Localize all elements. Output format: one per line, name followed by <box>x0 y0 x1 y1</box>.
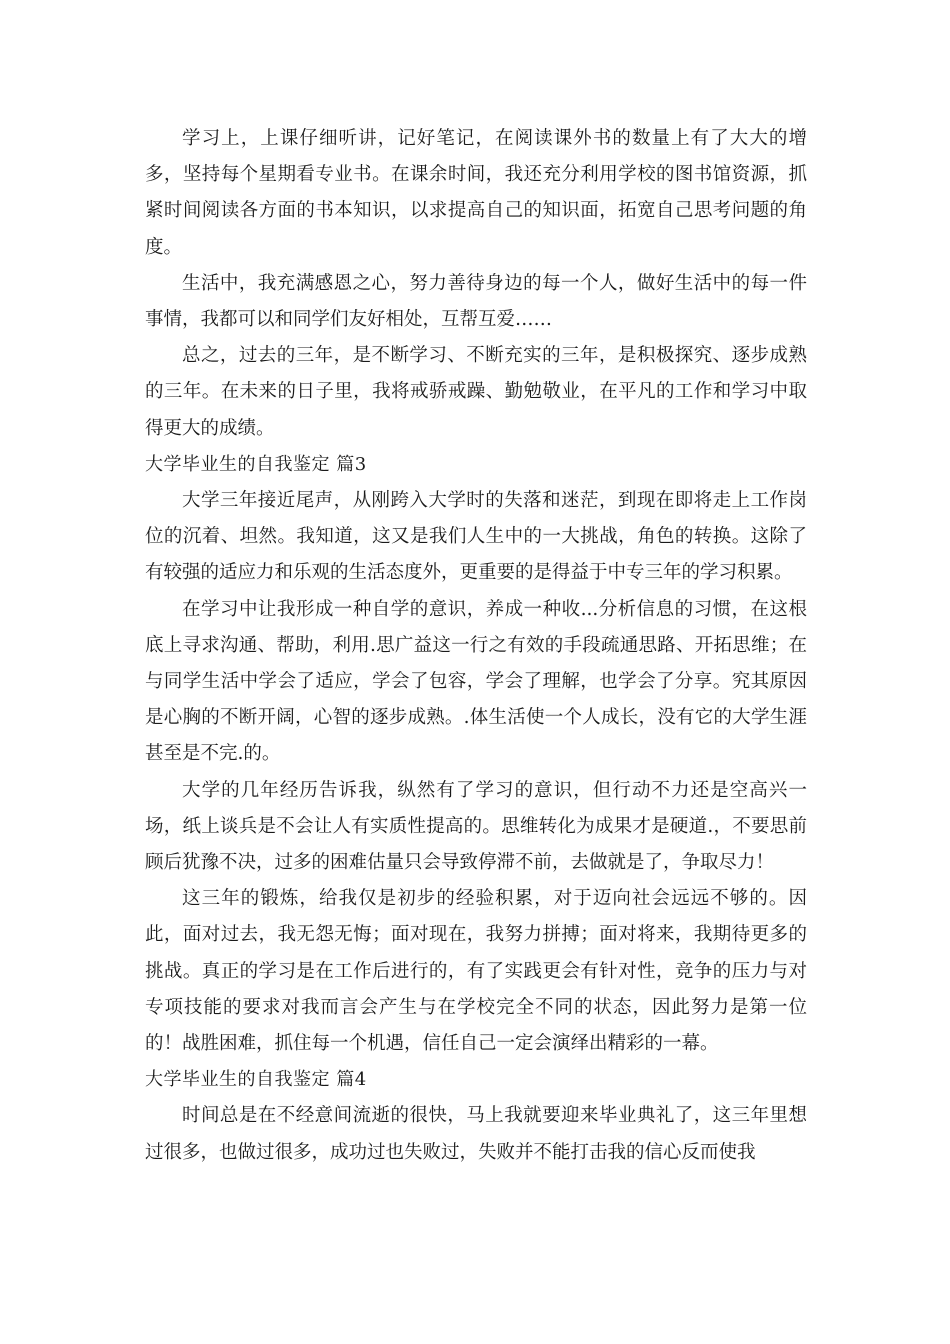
paragraph-3-3: 大学的几年经历告诉我，纵然有了学习的意识，但行动不力还是空高兴一场，纸上谈兵是不会让人有实质性提高的。思维转化为成果才是硬道.，不要思前顾后犹豫不决，过多的困难估量只会导致停滞不前，去做就是了，争取尽力！ <box>145 779 807 874</box>
document-body <box>145 121 807 1171</box>
paragraph-summary: 总之，过去的三年，是不断学习、不断充实的三年，是积极探究、逐步成熟的三年。在未来的日子里，我将戒骄戒躁、勤勉敬业，在平凡的工作和学习中取得更大的成绩。 <box>145 345 807 439</box>
section-heading-3: 大学毕业生的自我鉴定 篇3 <box>145 453 367 475</box>
paragraph-4-1: 时间总是在不经意间流逝的很快，马上我就要迎来毕业典礼了，这三年里想过很多，也做过很多，成功过也失败过，失败并不能打击我的信心反而使我 <box>145 1105 807 1163</box>
paragraph-study: 学习上，上课仔细听讲，记好笔记，在阅读课外书的数量上有了大大的增多，坚持每个星期看专业书。在课余时间，我还充分利用学校的图书馆资源，抓紧时间阅读各方面的书本知识，以求提高自己的知识面，拓宽自己思考问题的角度。 <box>145 128 807 258</box>
section-heading-4: 大学毕业生的自我鉴定 篇4 <box>145 1069 367 1091</box>
paragraph-3-1: 大学三年接近尾声，从刚跨入大学时的失落和迷茫，到现在即将走上工作岗位的沉着、坦然。我知道，这又是我们人生中的一大挑战，角色的转换。这除了有较强的适应力和乐观的生活态度外，更重要的是得益于中专三年的学习积累。 <box>145 490 807 584</box>
paragraph-life: 生活中，我充满感恩之心，努力善待身边的每一个人，做好生活中的每一件事情，我都可以和同学们友好相处，互帮互爱…… <box>145 272 807 331</box>
paragraph-3-4: 这三年的锻炼，给我仅是初步的经验积累，对于迈向社会远远不够的。因此，面对过去，我无怨无悔；面对现在，我努力拼搏；面对将来，我期待更多的挑战。真正的学习是在工作后进行的，有了实践更会有针对性，竞争的压力与对专项技能的要求对我而言会产生与在学校完全不同的状态，因此努力是第一位的！战胜困难，抓住每一个机遇，信任自己一定会演绎出精彩的一幕。 <box>145 888 807 1055</box>
paragraph-3-2: 在学习中让我形成一种自学的意识，养成一种收...分析信息的习惯，在这根底上寻求沟通、帮助，利用.思广益这一行之有效的手段疏通思路、开拓思维；在与同学生活中学会了适应，学会了包容，学会了理解，也学会了分享。究其原因是心胸的不断开阔，心智的逐步成熟。.体生活使一个人成长，没有它的大学生涯甚至是不完.的。 <box>145 598 807 765</box>
